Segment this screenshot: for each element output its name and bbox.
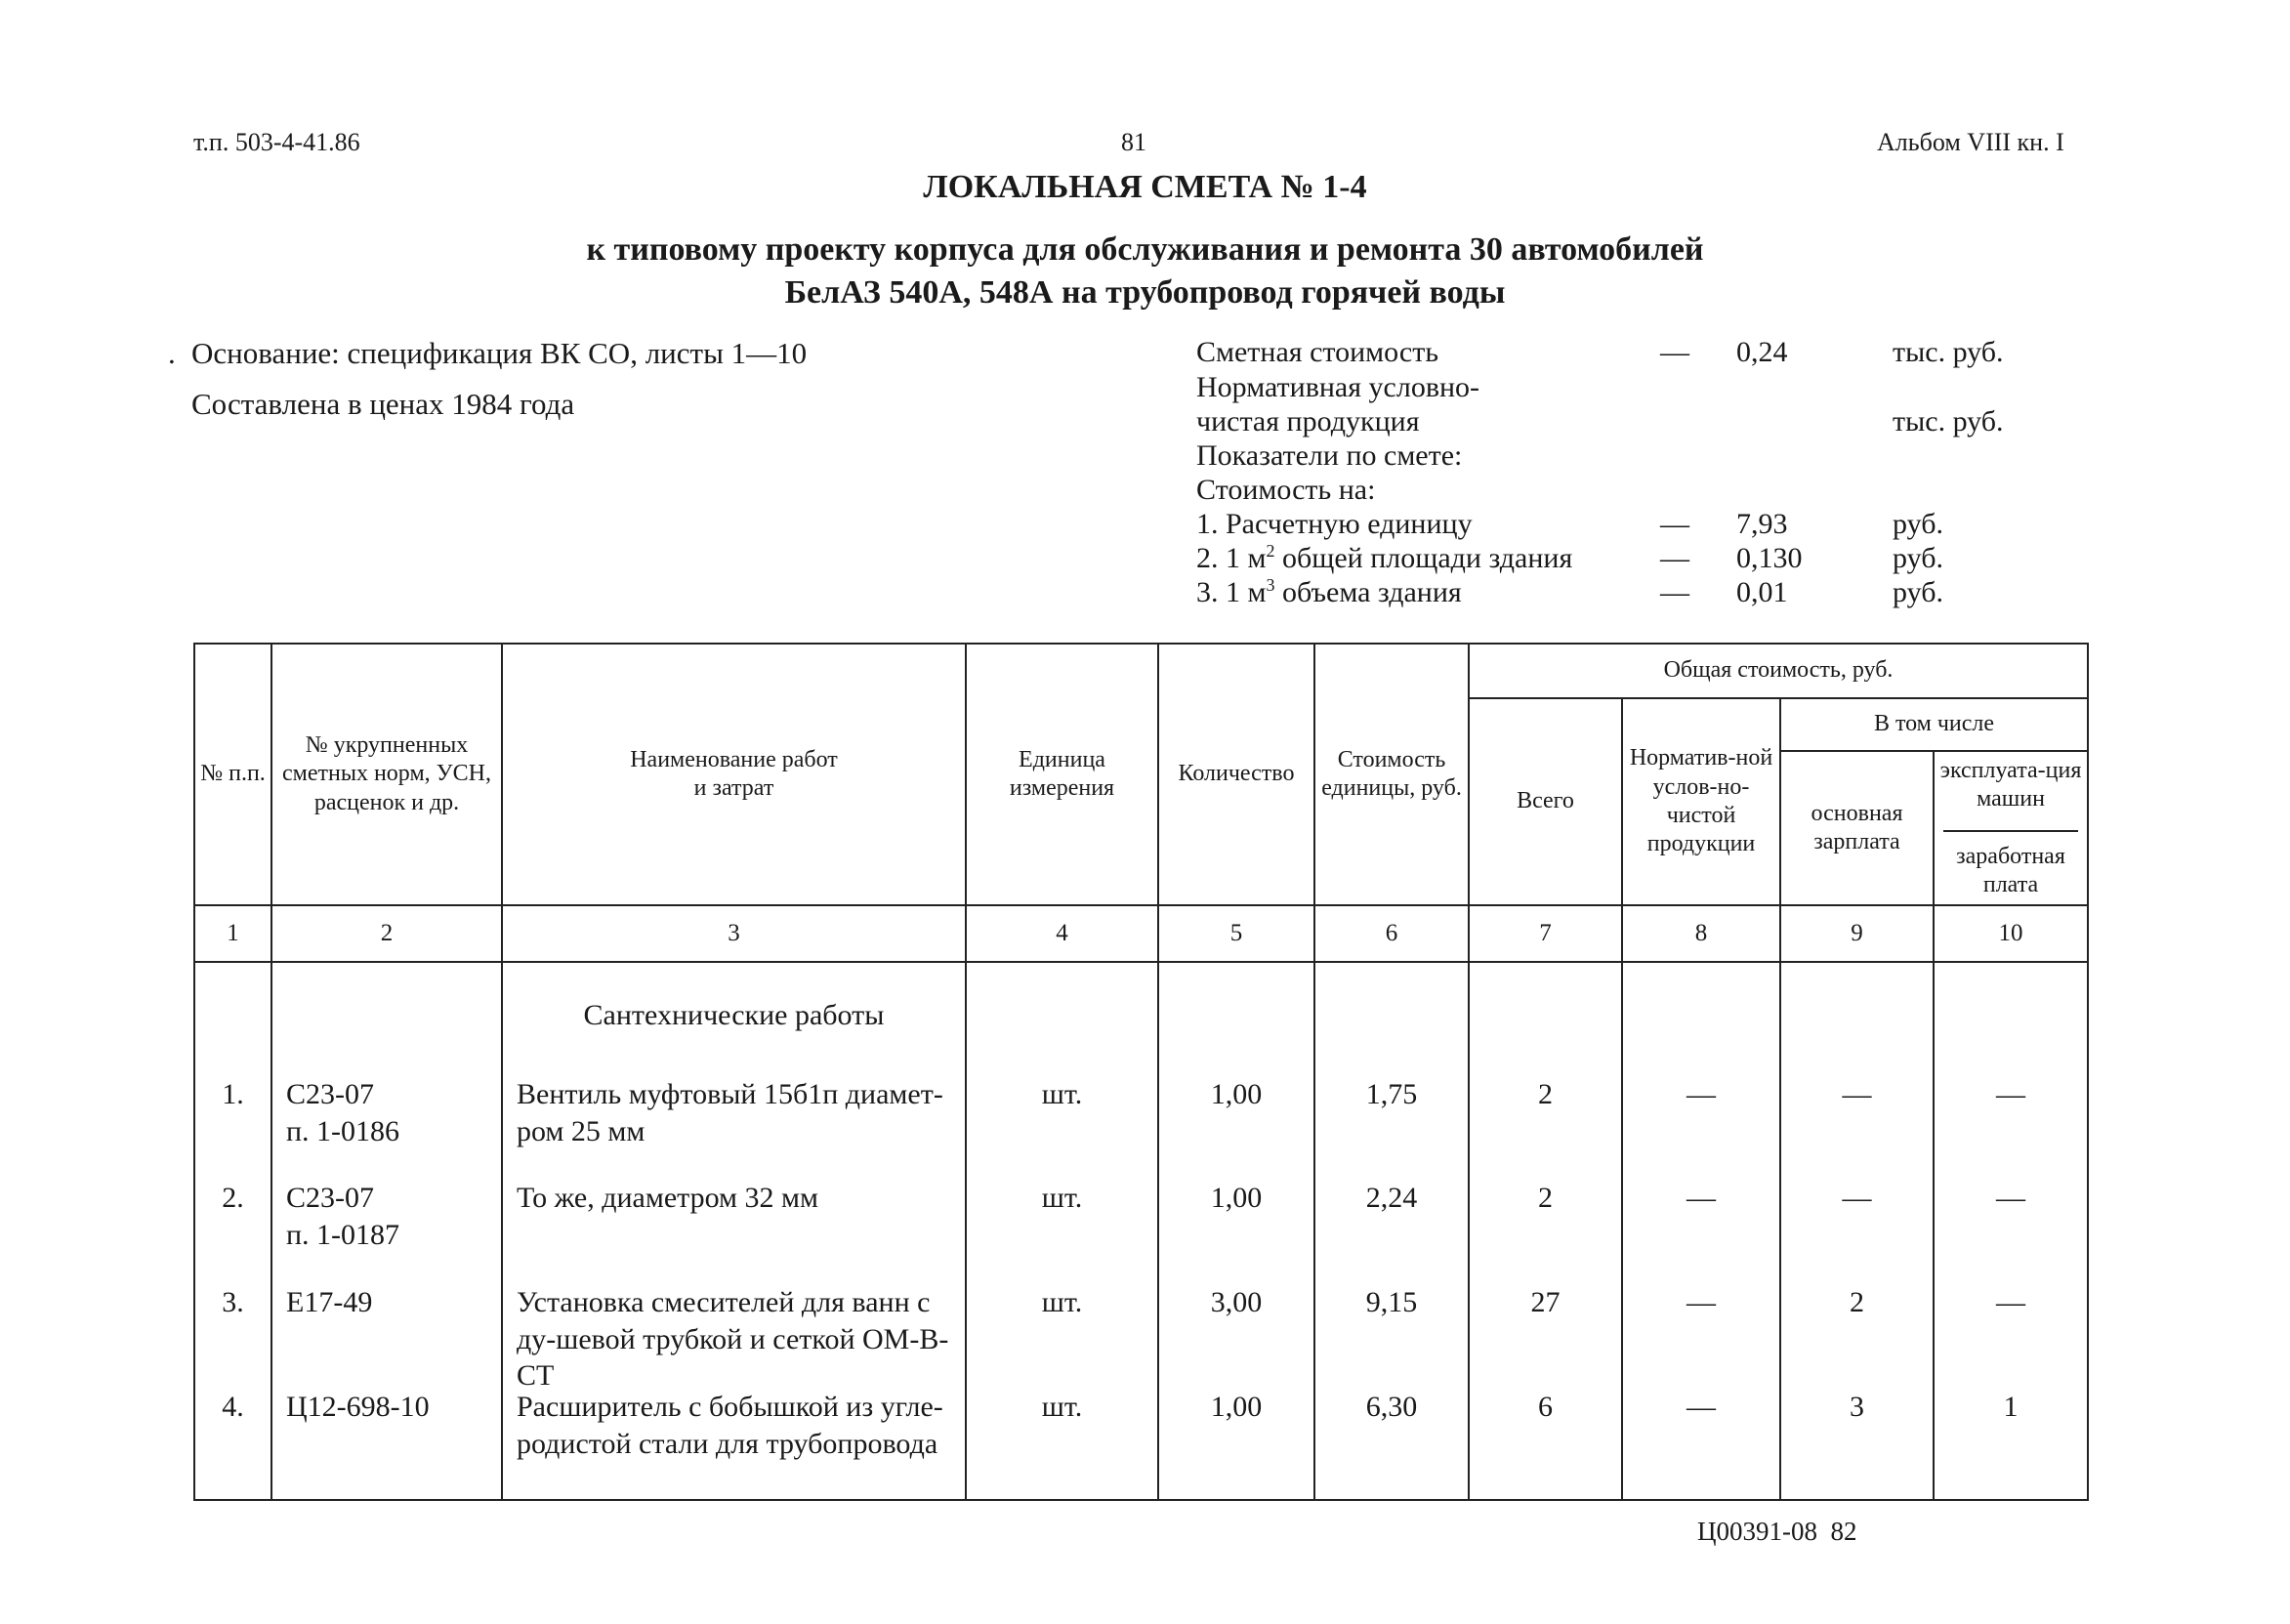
row-1-unit: шт. [1041, 1078, 1083, 1110]
header-unit: Единица измерения [966, 644, 1158, 905]
col-number-7: 7 [1469, 905, 1622, 962]
row-1-no: 1. [222, 1078, 244, 1110]
row-1-total: 2 [1538, 1078, 1553, 1110]
header-unit-cost: Стоимость единицы, руб. [1314, 644, 1469, 905]
row-4-no: 4. [222, 1391, 244, 1423]
subtitle-line-2: БелАЗ 540А, 548А на трубопровод горячей воды [784, 274, 1506, 311]
estimated-cost-label: Сметная стоимость [1196, 336, 1439, 368]
row-2-unit: шт. [1041, 1182, 1083, 1214]
subtitle-line-1: к типовому проекту корпуса для обслуживания и ремонта 30 автомобилей [586, 231, 1704, 268]
row-4-name: Расширитель с бобышкой из угле-родистой стали для трубопровода [517, 1391, 943, 1460]
header-total: Всего [1469, 698, 1622, 905]
section-title: Сантехнические работы [583, 999, 885, 1031]
row-3-name: Установка смесителей для ванн с ду-шевой трубкой и сеткой ОМ-В-СТ [517, 1286, 949, 1392]
row-4-total: 6 [1538, 1391, 1553, 1423]
col-number-5: 5 [1158, 905, 1314, 962]
row-2-unit-cost: 2,24 [1365, 1182, 1418, 1214]
body-col-code [271, 962, 502, 1500]
row-1-qty: 1,00 [1210, 1078, 1263, 1110]
doc-code: т.п. 503-4-41.86 [193, 128, 360, 156]
fraction-line [1943, 830, 2078, 832]
row-2-normative: — [1686, 1182, 1716, 1214]
indicator-1-unit: руб. [1893, 508, 1943, 540]
body-col-qty [1158, 962, 1314, 1500]
estimated-cost-dash: — [1660, 336, 1689, 368]
indicator-3-dash: — [1660, 576, 1689, 608]
row-2-salary: — [1842, 1182, 1872, 1214]
header-base-salary: основная зарплата [1780, 751, 1934, 905]
body-col-total [1469, 962, 1622, 1500]
header-machines: эксплуата-ция машин заработная плата [1934, 751, 2088, 905]
row-2-qty: 1,00 [1210, 1182, 1263, 1214]
row-4-qty: 1,00 [1210, 1391, 1263, 1423]
header-norm-code: № укрупненных сметных норм, УСН, расценок и др. [271, 644, 502, 905]
indicator-3-value: 0,01 [1736, 576, 1788, 608]
col-number-1: 1 [194, 905, 271, 962]
album-label: Альбом VIII кн. I [1877, 128, 2064, 156]
indicator-1-value: 7,93 [1736, 508, 1788, 540]
row-3-no: 3. [222, 1286, 244, 1318]
row-1-machines: — [1996, 1078, 2026, 1110]
body-col-normative [1622, 962, 1780, 1500]
body-col-machines [1934, 962, 2088, 1500]
estimated-cost-value: 0,24 [1736, 336, 1788, 368]
row-2-machines: — [1996, 1182, 2026, 1214]
footer-code: Ц00391-08 82 [1697, 1517, 1857, 1546]
row-3-salary: 2 [1850, 1286, 1864, 1318]
indicator-3-label: 3. 1 $м^3$ объема здания [1196, 575, 1462, 608]
row-2-code: С23-07 п. 1-0187 [286, 1182, 400, 1251]
cost-for-label: Стоимость на: [1196, 474, 1376, 506]
header-normative: Норматив-ной услов-но-чистой продукции [1622, 698, 1780, 905]
col-number-2: 2 [271, 905, 502, 962]
row-4-unit-cost: 6,30 [1365, 1391, 1418, 1423]
header-quantity: Количество [1158, 644, 1314, 905]
indicator-2-label: 2. 1 $м^2$ общей площади здания [1196, 541, 1573, 574]
estimated-cost-unit: тыс. руб. [1893, 336, 2004, 368]
body-col-unit-cost [1314, 962, 1469, 1500]
row-3-unit: шт. [1041, 1286, 1083, 1318]
row-2-total: 2 [1538, 1182, 1553, 1214]
row-1-unit-cost: 1,75 [1365, 1078, 1418, 1110]
header-including: В том числе [1780, 698, 2088, 751]
row-4-salary: 3 [1850, 1391, 1864, 1423]
row-1-name: Вентиль муфтовый 15б1п диамет-ром 25 мм [517, 1078, 943, 1147]
col-number-8: 8 [1622, 905, 1780, 962]
basis-line-1: Основание: спецификация ВК СО, листы 1—10 [191, 336, 808, 370]
row-4-code: Ц12-698-10 [286, 1391, 430, 1423]
row-3-qty: 3,00 [1210, 1286, 1263, 1318]
page-title: ЛОКАЛЬНАЯ СМЕТА № 1-4 [923, 169, 1367, 205]
estimate-table [193, 643, 2089, 1501]
col-number-6: 6 [1314, 905, 1469, 962]
row-2-no: 2. [222, 1182, 244, 1214]
row-1-normative: — [1686, 1078, 1716, 1110]
row-1-salary: — [1842, 1078, 1872, 1110]
indicator-3-unit: руб. [1893, 576, 1943, 608]
body-col-no [194, 962, 271, 1500]
indicator-2-value: 0,130 [1736, 542, 1803, 574]
page-number: 81 [1121, 128, 1146, 156]
indicator-2-dash: — [1660, 542, 1689, 574]
indicator-1-dash: — [1660, 508, 1689, 540]
normative-unit: тыс. руб. [1893, 405, 2004, 437]
normative-label-2: чистая продукция [1196, 405, 1420, 437]
basis-line-2: Составлена в ценах 1984 года [191, 387, 575, 421]
indicators-label: Показатели по смете: [1196, 439, 1463, 472]
row-3-total: 27 [1530, 1286, 1561, 1318]
indicator-2-unit: руб. [1893, 542, 1943, 574]
col-number-10: 10 [1934, 905, 2088, 962]
row-1-code: С23-07 п. 1-0186 [286, 1078, 400, 1147]
basis-dot: . [168, 336, 176, 370]
row-4-normative: — [1686, 1391, 1716, 1423]
body-col-name [502, 962, 966, 1500]
row-3-machines: — [1996, 1286, 2026, 1318]
body-col-unit [966, 962, 1158, 1500]
header-total-group: Общая стоимость, руб. [1469, 644, 2088, 698]
row-2-name: То же, диаметром 32 мм [517, 1182, 819, 1214]
indicator-1-label: 1. Расчетную единицу [1196, 508, 1473, 540]
row-4-unit: шт. [1041, 1391, 1083, 1423]
body-col-salary [1780, 962, 1934, 1500]
normative-label-1: Нормативная условно- [1196, 371, 1480, 403]
row-3-code: Е17-49 [286, 1286, 373, 1318]
header-work-name: Наименование работ и затрат [502, 644, 966, 905]
col-number-3: 3 [502, 905, 966, 962]
header-no: № п.п. [194, 644, 271, 905]
row-4-machines: 1 [2003, 1391, 2019, 1423]
row-3-unit-cost: 9,15 [1365, 1286, 1418, 1318]
col-number-4: 4 [966, 905, 1158, 962]
col-number-9: 9 [1780, 905, 1934, 962]
row-3-normative: — [1686, 1286, 1716, 1318]
